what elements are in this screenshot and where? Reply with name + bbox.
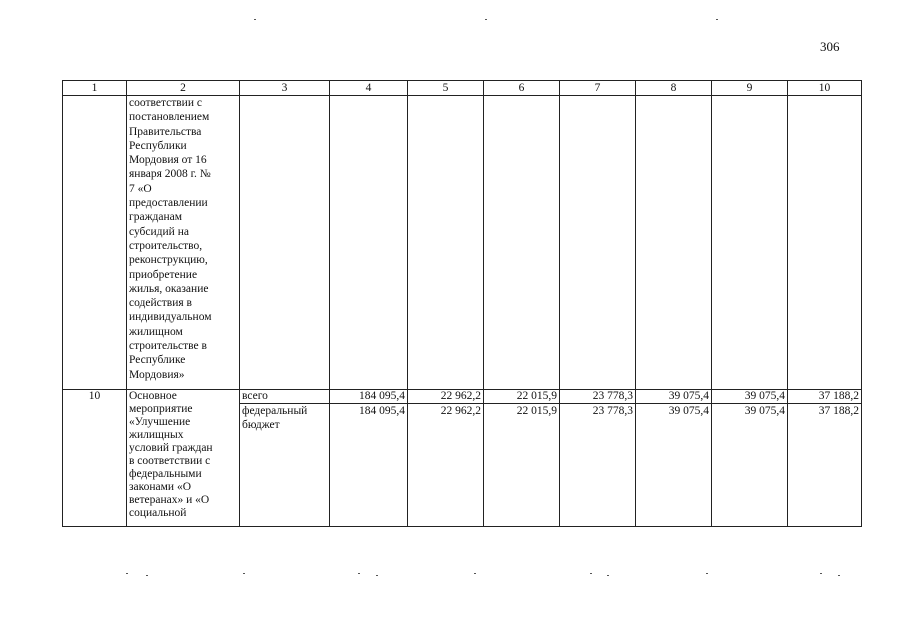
value-cell: 22 962,2 bbox=[408, 404, 484, 527]
table-row bbox=[63, 96, 862, 390]
column-header: 3 bbox=[240, 81, 330, 96]
scan-speck bbox=[254, 19, 256, 20]
row-number-cell bbox=[63, 96, 127, 390]
empty-cell bbox=[712, 96, 788, 390]
value-cell: 37 188,2 bbox=[788, 390, 862, 404]
column-header: 1 bbox=[63, 81, 127, 96]
column-header: 7 bbox=[560, 81, 636, 96]
scan-speck bbox=[716, 19, 718, 20]
row-number-cell: 10 bbox=[63, 390, 127, 527]
value-cell: 39 075,4 bbox=[712, 404, 788, 527]
description-text: соответствии с постановлением Правительства Республики Мордовия от 16 января 2008 г. № 7 «О предоставлении гражданам субсидий на строительство, реконструкцию, приобретение жилья, оказание содействия в индивидуальном жилищном строительстве в Республике Мордовия» bbox=[129, 97, 212, 381]
value-cell: 23 778,3 bbox=[560, 404, 636, 527]
value-cell: 184 095,4 bbox=[330, 390, 408, 404]
column-number-row bbox=[63, 81, 862, 96]
scan-speck bbox=[243, 573, 245, 574]
column-header: 8 bbox=[636, 81, 712, 96]
empty-cell bbox=[240, 96, 330, 390]
scan-speck bbox=[706, 573, 708, 574]
value-cell: 39 075,4 bbox=[636, 404, 712, 527]
column-header: 6 bbox=[484, 81, 560, 96]
scan-speck bbox=[820, 573, 822, 574]
scan-speck bbox=[376, 575, 378, 576]
description-cell bbox=[127, 96, 240, 390]
scan-speck bbox=[358, 573, 360, 574]
budget-table bbox=[62, 80, 862, 527]
value-cell: 22 962,2 bbox=[408, 390, 484, 404]
scan-speck bbox=[838, 575, 840, 576]
column-header: 10 bbox=[788, 81, 862, 96]
scan-speck bbox=[126, 573, 128, 574]
description-text: Основное мероприятие «Улучшение жилищных условий граждан в соответствии с федеральными законами «О ветеранах» и «О социальной bbox=[129, 390, 213, 519]
scan-speck bbox=[474, 573, 476, 574]
value-cell: 39 075,4 bbox=[712, 390, 788, 404]
funding-source-cell bbox=[240, 404, 330, 527]
empty-cell bbox=[408, 96, 484, 390]
column-header: 5 bbox=[408, 81, 484, 96]
description-cell bbox=[127, 390, 240, 527]
scan-speck bbox=[485, 19, 487, 20]
column-header: 2 bbox=[127, 81, 240, 96]
column-header: 9 bbox=[712, 81, 788, 96]
column-header: 4 bbox=[330, 81, 408, 96]
value-cell: 39 075,4 bbox=[636, 390, 712, 404]
page-number: 306 bbox=[820, 39, 840, 54]
empty-cell bbox=[484, 96, 560, 390]
value-cell: 184 095,4 bbox=[330, 404, 408, 527]
scan-speck bbox=[607, 575, 609, 576]
empty-cell bbox=[330, 96, 408, 390]
empty-cell bbox=[636, 96, 712, 390]
funding-source-text: федеральный бюджет bbox=[242, 405, 308, 432]
empty-cell bbox=[788, 96, 862, 390]
value-cell: 22 015,9 bbox=[484, 404, 560, 527]
empty-cell bbox=[560, 96, 636, 390]
table-row-total bbox=[63, 390, 862, 404]
value-cell: 22 015,9 bbox=[484, 390, 560, 404]
value-cell: 23 778,3 bbox=[560, 390, 636, 404]
scan-speck bbox=[146, 575, 148, 576]
funding-source-cell: всего bbox=[240, 390, 330, 404]
scan-speck bbox=[590, 573, 592, 574]
value-cell: 37 188,2 bbox=[788, 404, 862, 527]
